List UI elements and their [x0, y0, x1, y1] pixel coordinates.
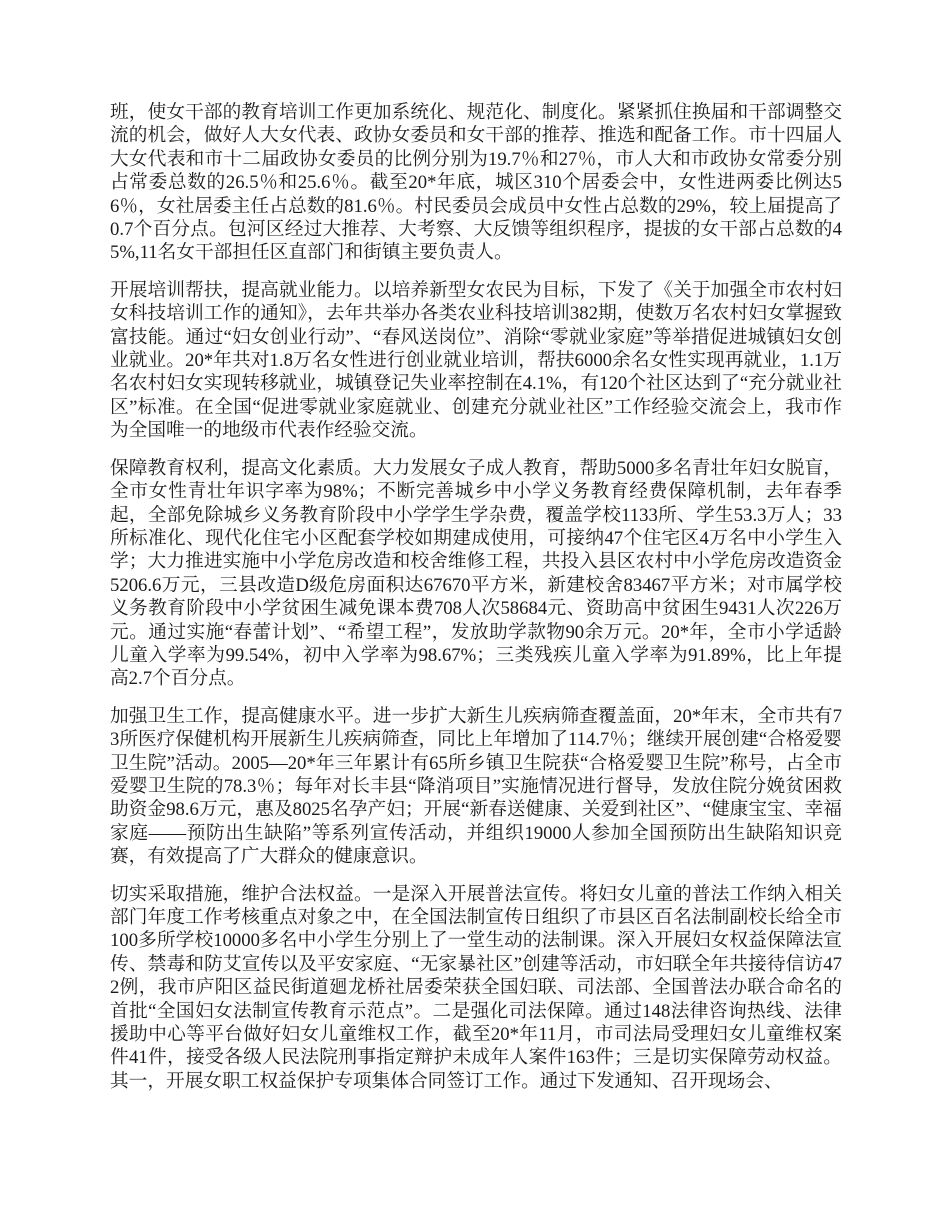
body-paragraph-women-cadres: 班，使女干部的教育培训工作更加系统化、规范化、制度化。紧紧抓住换届和干部调整交流的机会，做好人大女代表、政协女委员和女干部的推荐、推选和配备工作。市十四届人大女代表和市十二届政协女委员的比例分别为19.7％和27％，市人大和市政协女常委分别占常委总数的26.5％和25.6％。截至20*年底，城区310个居委会中，女性进两委比例达56％，女社居委主任占总数的81.6％。村民委员会成员中女性占总数的29%，较上届提高了0.7个百分点。包河区经过大推荐、大考察、大反馈等组织程序，提拔的女干部占总数的45%,11名女干部担任区直部门和街镇主要负责人。 [110, 102, 842, 264]
body-paragraph-legal-rights: 切实采取措施，维护合法权益。一是深入开展普法宣传。将妇女儿童的普法工作纳入相关部门年度工作考核重点对象之中，在全国法制宣传日组织了市县区百名法制副校长给全市100多所学校10000多名中小学生分别上了一堂生动的法制课。深入开展妇女权益保障法宣传、禁毒和防艾宣传以及平安家庭、“无家暴社区”创建等活动，市妇联全年共接待信访472例，我市庐阳区益民街道廻龙桥社居委荣获全国妇联、司法部、全国普法办联合命名的首批“全国妇女法制宣传教育示范点”。二是强化司法保障。通过148法律咨询热线、法律援助中心等平台做好妇女儿童维权工作，截至20*年11月，市司法局受理妇女儿童维权案件41件，接受各级人民法院刑事指定辩护未成年人案件163件；三是切实保障劳动权益。其一，开展女职工权益保护专项集体合同签订工作。通过下发通知、召开现场会、 [110, 883, 842, 1092]
body-paragraph-education-rights: 保障教育权利，提高文化素质。大力发展女子成人教育，帮助5000多名青壮年妇女脱盲，全市女性青壮年识字率为98%；不断完善城乡中小学义务教育经费保障机制，去年春季起，全部免除城乡义务教育阶段中小学学生学杂费，覆盖学校1133所、学生53.3万人；33所标准化、现代化住宅小区配套学校如期建成使用，可接纳47个住宅区4万名中小学生入学；大力推进实施中小学危房改造和校舍维修工程，共投入县区农村中小学危房改造资金5206.6万元，三县改造D级危房面积达67670平方米，新建校舍83467平方米；对市属学校义务教育阶段中小学贫困生减免课本费708人次58684元、资助高中贫困生9431人次226万元。通过实施“春蕾计划”、“希望工程”，发放助学款物90余万元。20*年，全市小学适龄儿童入学率为99.54%，初中入学率为98.67%；三类残疾儿童入学率为91.89%，比上年提高2.7个百分点。 [110, 457, 842, 690]
body-paragraph-health-work: 加强卫生工作，提高健康水平。进一步扩大新生儿疾病筛查覆盖面，20*年末，全市共有73所医疗保健机构开展新生儿疾病筛查，同比上年增加了114.7％；继续开展创建“合格爱婴卫生院”活动。2005—20*年三年累计有65所乡镇卫生院获“合格爱婴卫生院”称号，占全市爱婴卫生院的78.3％；每年对长丰县“降消项目”实施情况进行督导，发放住院分娩贫困救助资金98.6万元，惠及8025名孕产妇；开展“新春送健康、关爱到社区”、“健康宝宝、幸福家庭——预防出生缺陷”等系列宣传活动，并组织19000人参加全国预防出生缺陷知识竞赛，有效提高了广大群众的健康意识。 [110, 705, 842, 868]
body-paragraph-employment-training: 开展培训帮扶，提高就业能力。以培养新型女农民为目标，下发了《关于加强全市农村妇女科技培训工作的通知》，去年共举办各类农业科技培训382期，使数万名农村妇女掌握致富技能。通过“妇女创业行动”、“春风送岗位”、消除“零就业家庭”等举措促进城镇妇女创业就业。20*年共对1.8万名女性进行创业就业培训，帮扶6000余名女性实现再就业，1.1万名农村妇女实现转移就业，城镇登记失业率控制在4.1%，有120个社区达到了“充分就业社区”标准。在全国“促进零就业家庭就业、创建充分就业社区”工作经验交流会上，我市作为全国唯一的地级市代表作经验交流。 [110, 279, 842, 442]
